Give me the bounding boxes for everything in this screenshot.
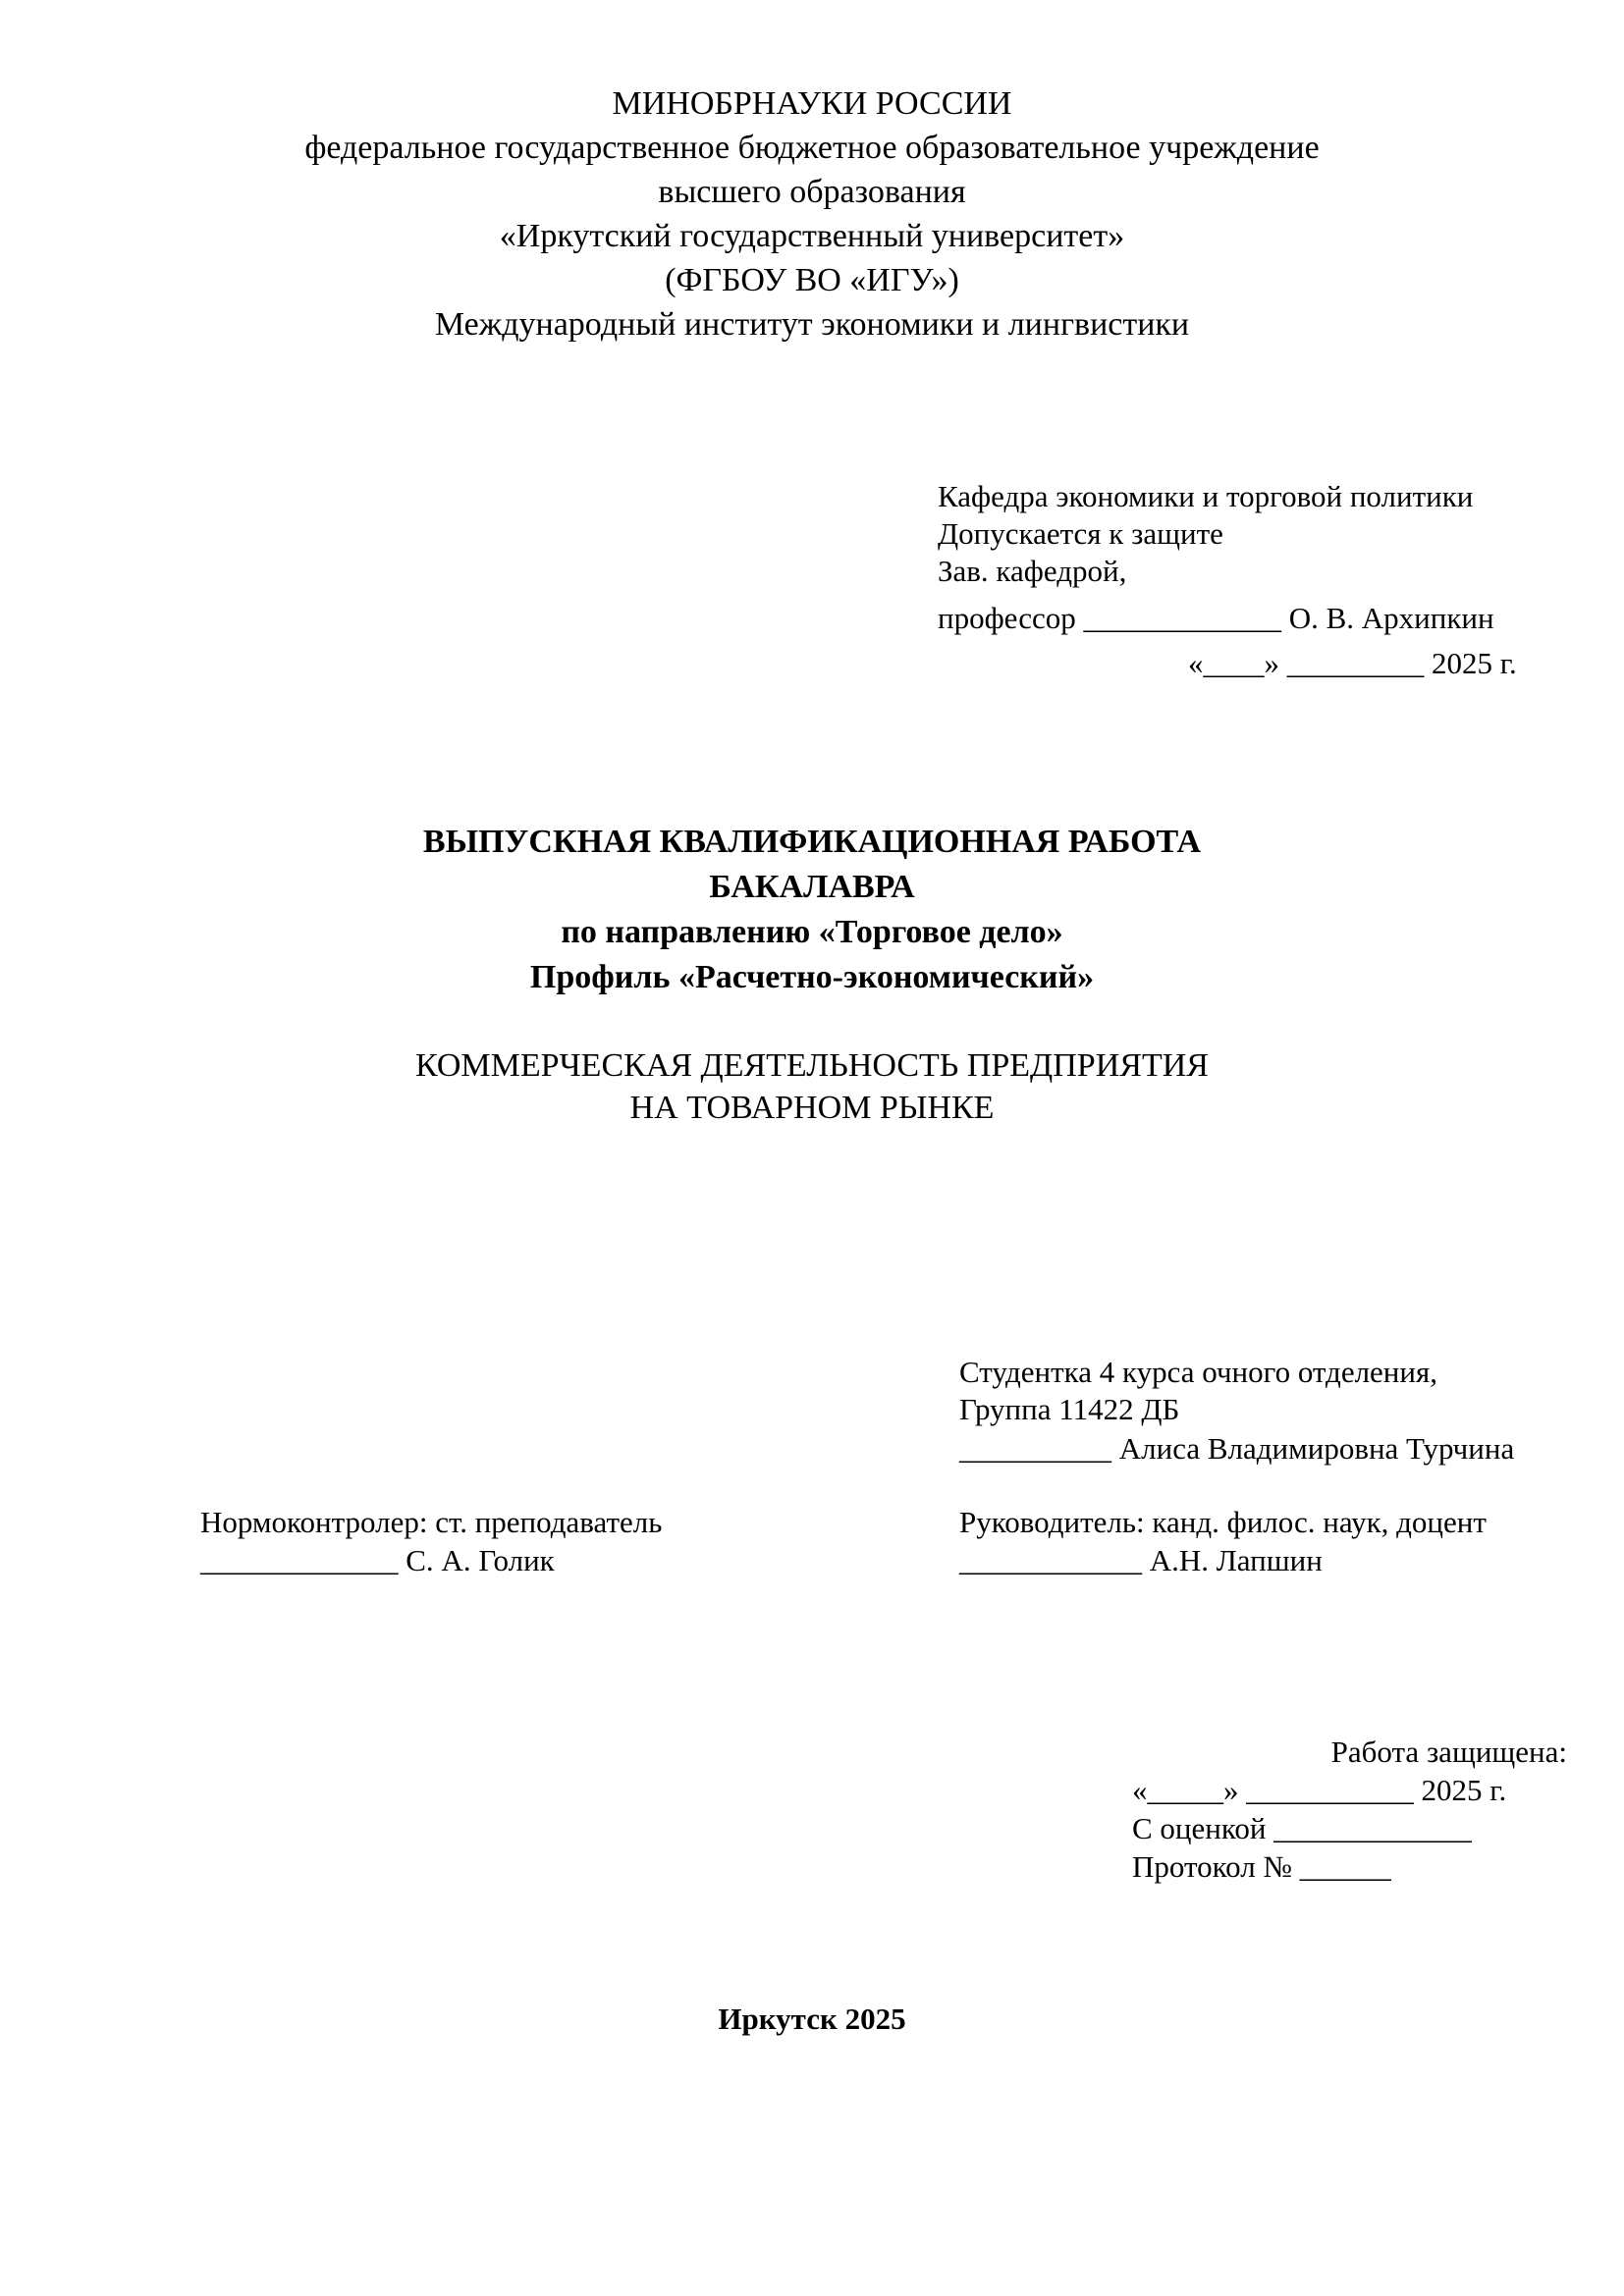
- normcontroller-label: Нормоконтролер: ст. преподаватель: [200, 1505, 663, 1539]
- supervisor-label: Руководитель: канд. филос. наук, доцент: [959, 1505, 1487, 1539]
- study-direction: по направлению «Торговое дело»: [561, 914, 1063, 950]
- institute-name: Международный институт экономики и лингвистики: [434, 306, 1190, 343]
- admitted-to-defense: Допускается к защите: [938, 516, 1223, 551]
- work-type-line1: ВЫПУСКНАЯ КВАЛИФИКАЦИОННАЯ РАБОТА: [422, 824, 1202, 860]
- department-name: Кафедра экономики и торговой политики: [938, 479, 1474, 513]
- professor-name: О. В. Архипкин: [1288, 601, 1494, 635]
- thesis-topic-line1: КОММЕРЧЕСКАЯ ДЕЯТЕЛЬНОСТЬ ПРЕДПРИЯТИЯ: [415, 1047, 1209, 1084]
- student-signature: __________ Алиса Владимировна Турчина: [959, 1431, 1515, 1466]
- ministry-heading: МИНОБРНАУКИ РОССИИ: [612, 85, 1012, 122]
- work-type-line2: БАКАЛАВРА: [709, 869, 915, 905]
- defense-grade: С оценкой _____________: [1132, 1811, 1472, 1845]
- student-course: Студентка 4 курса очного отделения,: [959, 1355, 1437, 1389]
- study-profile: Профиль «Расчетно-экономический»: [529, 959, 1095, 995]
- professor-label: профессор: [938, 601, 1076, 635]
- normcontroller-signature: _____________ С. А. Голик: [200, 1543, 555, 1577]
- university-name: «Иркутский государственный университет»: [499, 218, 1125, 254]
- university-abbreviation: (ФГБОУ ВО «ИГУ»): [665, 262, 959, 298]
- defense-protocol: Протокол № ______: [1132, 1849, 1391, 1884]
- professor-blank: _____________: [1083, 601, 1281, 635]
- student-group: Группа 11422 ДБ: [959, 1392, 1180, 1426]
- approval-date: «____» _________ 2025 г.: [1188, 646, 1517, 680]
- institution-type: федеральное государственное бюджетное образовательное учреждение: [304, 130, 1320, 166]
- education-level: высшего образования: [658, 174, 966, 210]
- supervisor-signature: ____________ А.Н. Лапшин: [959, 1543, 1323, 1577]
- defense-status: Работа защищена:: [1330, 1735, 1567, 1769]
- head-of-department: Зав. кафедрой,: [938, 554, 1127, 588]
- city-year: Иркутск 2025: [718, 2002, 906, 2036]
- thesis-topic-line2: НА ТОВАРНОМ РЫНКЕ: [629, 1090, 995, 1126]
- professor-signature-line: [938, 600, 1494, 637]
- defense-date: «_____» ___________ 2025 г.: [1132, 1773, 1507, 1807]
